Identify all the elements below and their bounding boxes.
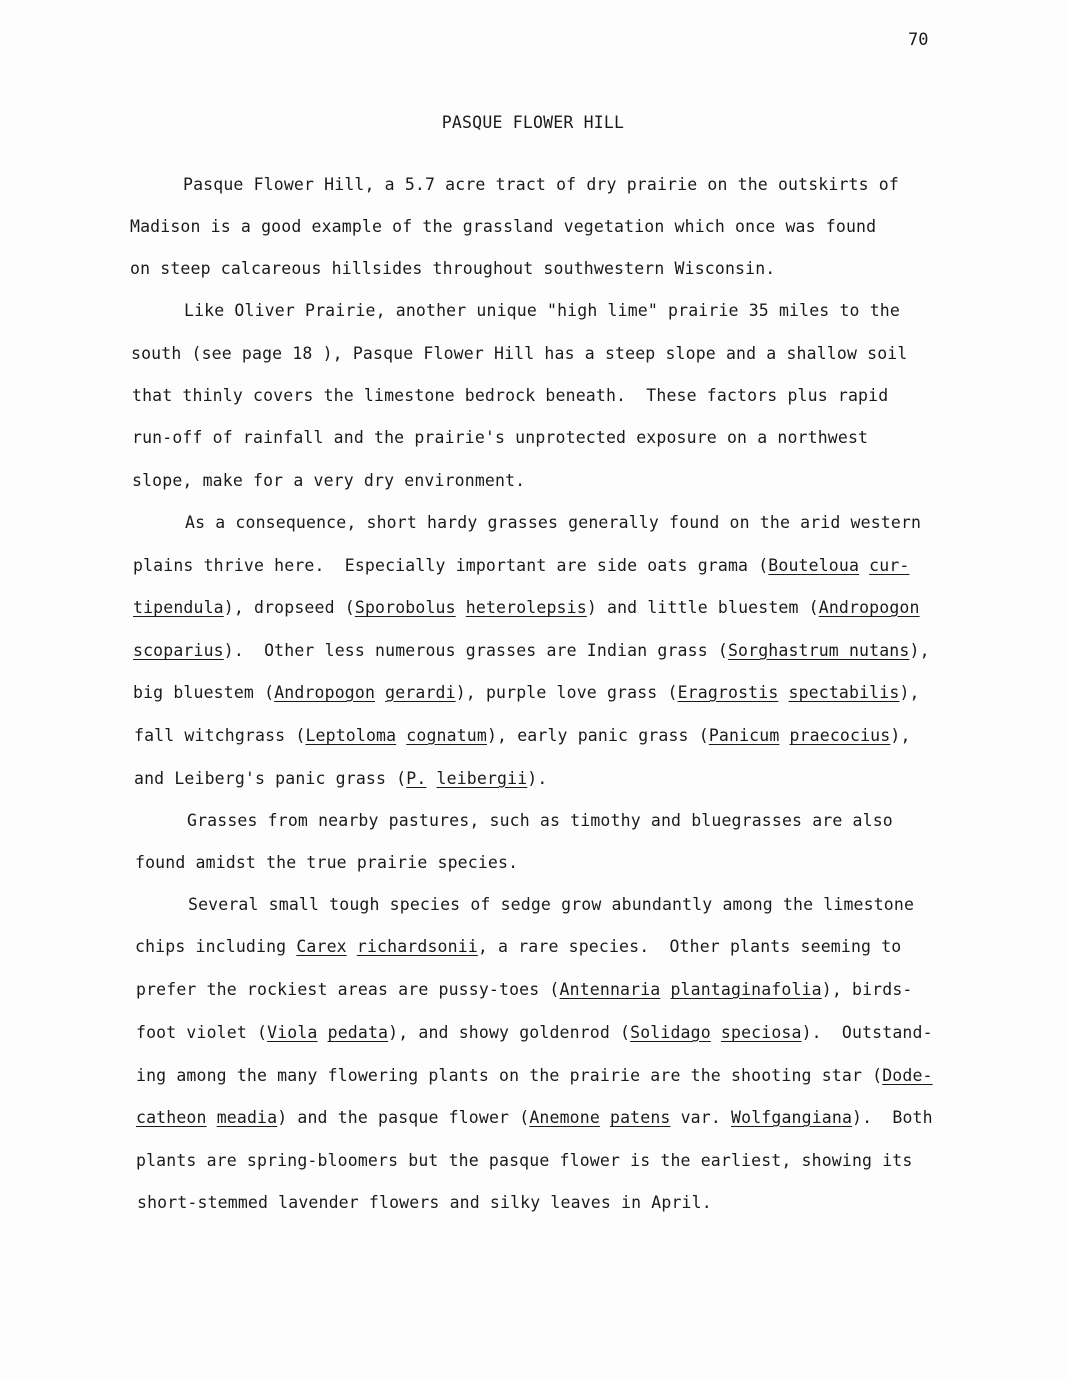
underlined-term: meadia (216, 1108, 278, 1127)
text-line: As a consequence, short hardy grasses generally found on the arid western (185, 513, 922, 532)
text-line: plains thrive here. Especially important are side oats grama (Bouteloua cur- (133, 556, 910, 575)
text-line: found amidst the true prairie species. (135, 853, 519, 872)
text-line: foot violet (Viola pedata), and showy goldenrod (Solidago speciosa). Outstand- (136, 1023, 933, 1042)
underlined-term: tipendula (133, 598, 224, 617)
underlined-term: heterolepsis (465, 598, 587, 617)
underlined-term: Anemone (529, 1108, 600, 1127)
text-line: that thinly covers the limestone bedrock beneath. These factors plus rapid (132, 386, 889, 405)
underlined-term: speciosa (720, 1023, 802, 1042)
text-line: Grasses from nearby pastures, such as timothy and bluegrasses are also (187, 811, 893, 830)
page-number: 70 (908, 30, 929, 50)
text-line: big bluestem (Andropogon gerardi), purple love grass (Eragrostis spectabilis), (133, 683, 920, 702)
text-line: and Leiberg's panic grass (P. leibergii). (134, 769, 548, 788)
underlined-term: Antennaria (559, 980, 661, 999)
underlined-term: Dode- (882, 1066, 933, 1085)
underlined-term: leibergii (436, 769, 528, 788)
underlined-term: spectabilis (788, 683, 900, 702)
underlined-term: Viola (267, 1023, 318, 1042)
text-line: chips including Carex richardsonii, a rare species. Other plants seeming to (135, 937, 902, 956)
underlined-term: catheon (136, 1108, 207, 1127)
text-line: plants are spring-bloomers but the pasque flower is the earliest, showing its (136, 1151, 913, 1170)
text-line: slope, make for a very dry environment. (132, 471, 526, 490)
text-line: on steep calcareous hillsides throughout southwestern Wisconsin. (130, 259, 776, 278)
text-line: Several small tough species of sedge grow abundantly among the limestone (188, 895, 915, 914)
underlined-term: Eragrostis (677, 683, 779, 702)
text-line: Pasque Flower Hill, a 5.7 acre tract of dry prairie on the outskirts of (183, 175, 899, 194)
underlined-term: Andropogon (818, 598, 920, 617)
text-line: run-off of rainfall and the prairie's unprotected exposure on a northwest (132, 428, 869, 447)
underlined-term: cur- (869, 556, 910, 575)
underlined-term: Panicum (708, 726, 780, 745)
underlined-term: Sporobolus (354, 598, 456, 617)
underlined-term: scoparius (133, 641, 224, 660)
underlined-term: Bouteloua (768, 556, 860, 575)
text-line: Like Oliver Prairie, another unique "high lime" prairie 35 miles to the (184, 301, 900, 320)
underlined-term: P. (406, 769, 427, 788)
text-line: prefer the rockiest areas are pussy-toes (Antennaria plantaginafolia), birds- (136, 980, 913, 999)
underlined-term: gerardi (385, 683, 456, 702)
underlined-term: patens (610, 1108, 671, 1127)
text-line: tipendula), dropseed (Sporobolus heterolepsis) and little bluestem (Andropogon (133, 598, 920, 617)
page-title: PASQUE FLOWER HILL (441, 113, 625, 132)
text-line: catheon meadia) and the pasque flower (Anemone patens var. Wolfgangiana). Both (136, 1108, 933, 1127)
underlined-term: Leptoloma (305, 726, 397, 745)
underlined-term: Andropogon (274, 683, 376, 702)
text-line: south (see page 18 ), Pasque Flower Hill has a steep slope and a shallow soil (131, 344, 908, 363)
underlined-term: Wolfgangiana (731, 1108, 853, 1127)
underlined-term: Carex (296, 937, 347, 956)
underlined-term: cognatum (406, 726, 487, 745)
underlined-term: plantaginafolia (670, 980, 822, 999)
text-line: short-stemmed lavender flowers and silky leaves in April. (137, 1193, 712, 1212)
underlined-term: pedata (327, 1023, 389, 1042)
underlined-term: Sorghastrum nutans (727, 641, 910, 660)
underlined-term: praecocius (789, 726, 891, 745)
underlined-term: Solidago (630, 1023, 711, 1042)
text-line: scoparius). Other less numerous grasses are Indian grass (Sorghastrum nutans), (133, 641, 930, 660)
underlined-term: richardsonii (356, 937, 478, 956)
text-line: ing among the many flowering plants on the prairie are the shooting star (Dode- (136, 1066, 933, 1085)
text-line: fall witchgrass (Leptoloma cognatum), early panic grass (Panicum praecocius), (134, 726, 911, 745)
text-line: Madison is a good example of the grassland vegetation which once was found (130, 217, 877, 236)
